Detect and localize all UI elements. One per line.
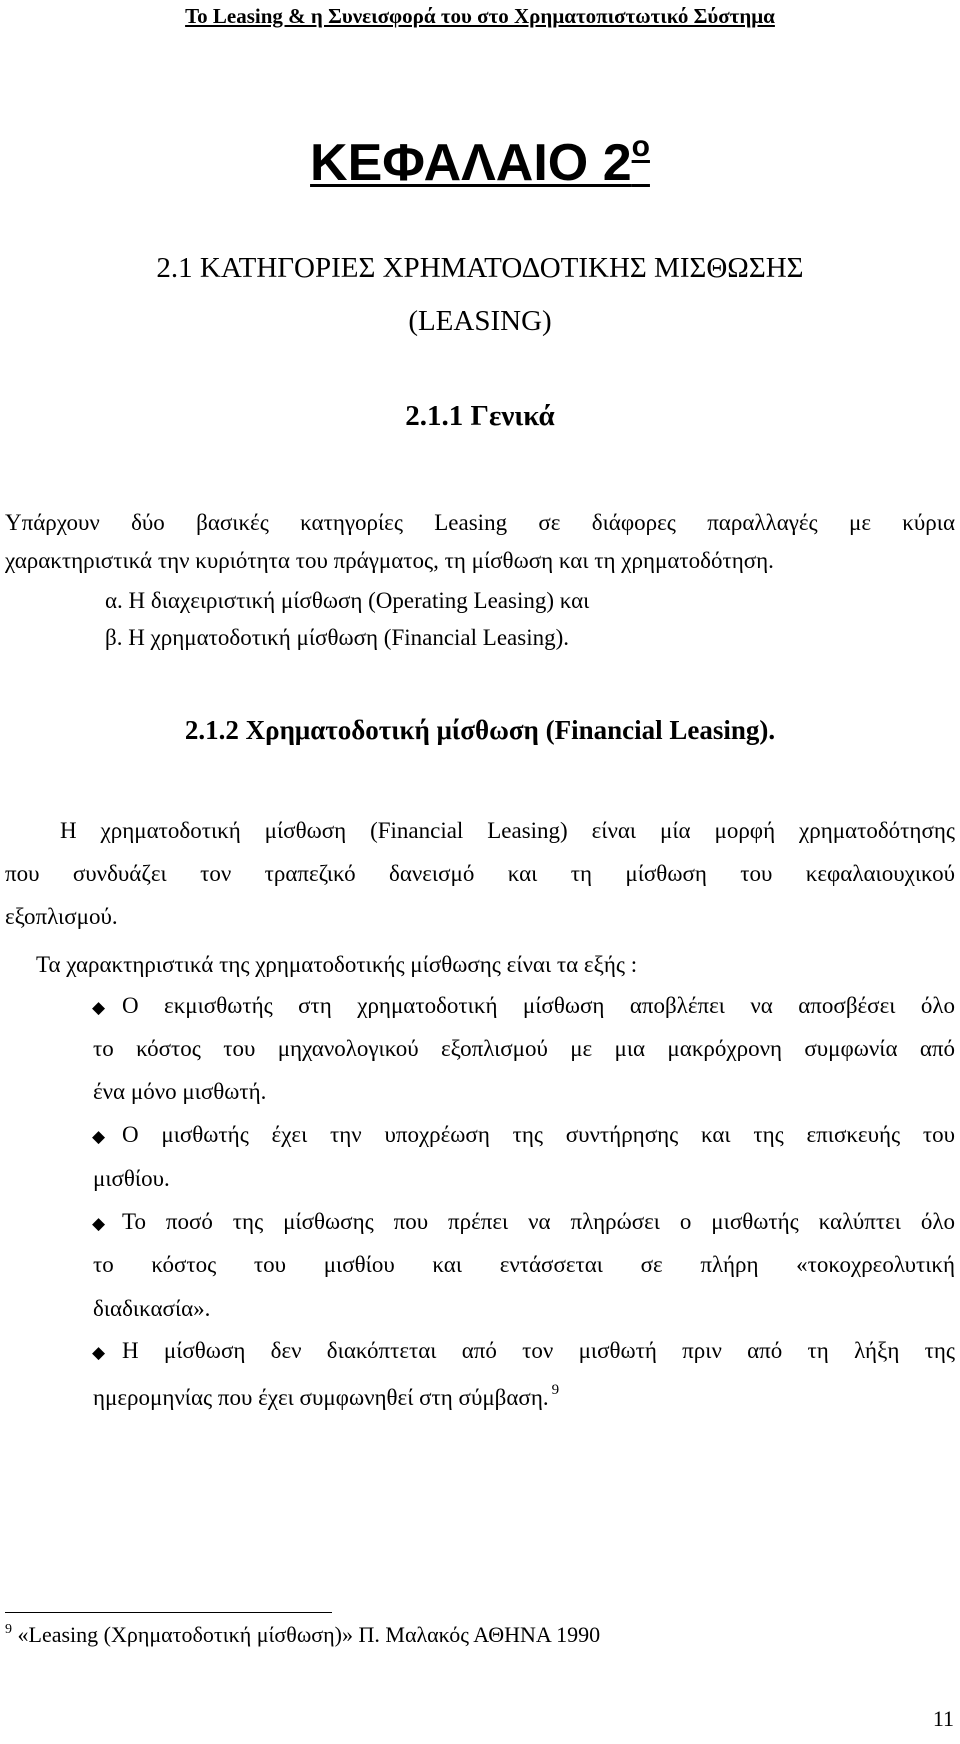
features-intro: Τα χαρακτηριστικά της χρηματοδοτικής μίσθωσης είναι τα εξής : [36,952,638,977]
section-title-line-2: (LEASING) [408,305,552,337]
section-title-line-1: 2.1 ΚΑΤΗΓΟΡΙΕΣ ΧΡΗΜΑΤΟΔΟΤΙΚΗΣ ΜΙΣΘΩΣΗΣ [156,252,804,284]
subsection-2-title: 2.1.2 Χρηματοδοτική μίσθωση (Financial Leasing). [184,715,776,745]
diamond-bullet-icon: ◆ [92,1343,106,1362]
subsection-1-line-3: α. Η διαχειριστική μίσθωση (Operating Leasing) και [105,588,590,613]
subsection-2-intro-line-3: εξοπλισμού. [5,904,118,929]
running-header: To Leasing & η Συνεισφορά του στο Χρηματοπιστωτικό Σύστημα [185,4,775,28]
page-number: 11 [932,1706,954,1731]
bullet-4-line-2-text: ημερομηνίας που έχει συμφωνηθεί στη σύμβαση. [93,1385,549,1410]
subsection-1-title: 2.1.1 Γενικά [405,400,555,432]
subsection-2-intro-line-1: Η χρηματοδοτική μίσθωση (Financial Leasing) είναι μία μορφή χρηματοδότησης [60,818,955,843]
footnote-separator [5,1612,332,1613]
bullet-3-line-3: διαδικασία». [93,1296,211,1321]
footnote-number: 9 [5,1622,12,1637]
subsection-1-line-2: χαρακτηριστικά την κυριότητα του πράγματος, τη μίσθωση και τη χρηματοδότηση. [5,548,774,573]
diamond-bullet-icon: ◆ [92,1214,106,1233]
bullet-4-line-2 [93,1382,559,1411]
chapter-title-text: ΚΕΦΑΛΑΙΟ 2 [310,134,632,192]
bullet-3-line-2: το κόστος του μισθίου και εντάσσεται σε πλήρη «τοκοχρεολυτική [93,1252,955,1277]
diamond-bullet-icon: ◆ [92,998,106,1017]
footnote-text: «Leasing (Χρηματοδοτική μίσθωση)» Π. Μαλακός ΑΘΗΝΑ 1990 [17,1622,601,1647]
bullet-2-line-1: Ο μισθωτής έχει την υποχρέωση της συντήρησης και της επισκευής του [122,1122,955,1147]
subsection-1-line-4: β. Η χρηματοδοτική μίσθωση (Financial Leasing). [105,625,569,650]
footnote-reference[interactable]: 9 [551,1382,560,1398]
bullet-1-line-3: ένα μόνο μισθωτή. [93,1079,267,1104]
bullet-1-line-1: Ο εκμισθωτής στη χρηματοδοτική μίσθωση αποβλέπει να αποσβέσει όλο [122,993,955,1018]
bullet-1-line-2: το κόστος του μηχανολογικού εξοπλισμού με μια μακρόχρονη συμφωνία από [93,1036,955,1061]
subsection-1-line-1: Υπάρχουν δύο βασικές κατηγορίες Leasing σε διάφορες παραλλαγές με κύρια [5,510,955,535]
bullet-3-line-1: Το ποσό της μίσθωσης που πρέπει να πληρώσει ο μισθωτής καλύπτει όλο [122,1209,955,1234]
bullet-4-line-1: Η μίσθωση δεν διακόπτεται από τον μισθωτή πριν από τη λήξη της [122,1338,955,1363]
bullet-2-line-2: μισθίου. [93,1166,170,1191]
chapter-title-superscript: ο [631,130,650,163]
diamond-bullet-icon: ◆ [92,1127,106,1146]
chapter-title [0,130,960,193]
subsection-2-intro-line-2: που συνδυάζει τον τραπεζικό δανεισμό και τη μίσθωση του κεφαλαιουχικού [5,861,955,886]
footnote [5,1622,600,1648]
